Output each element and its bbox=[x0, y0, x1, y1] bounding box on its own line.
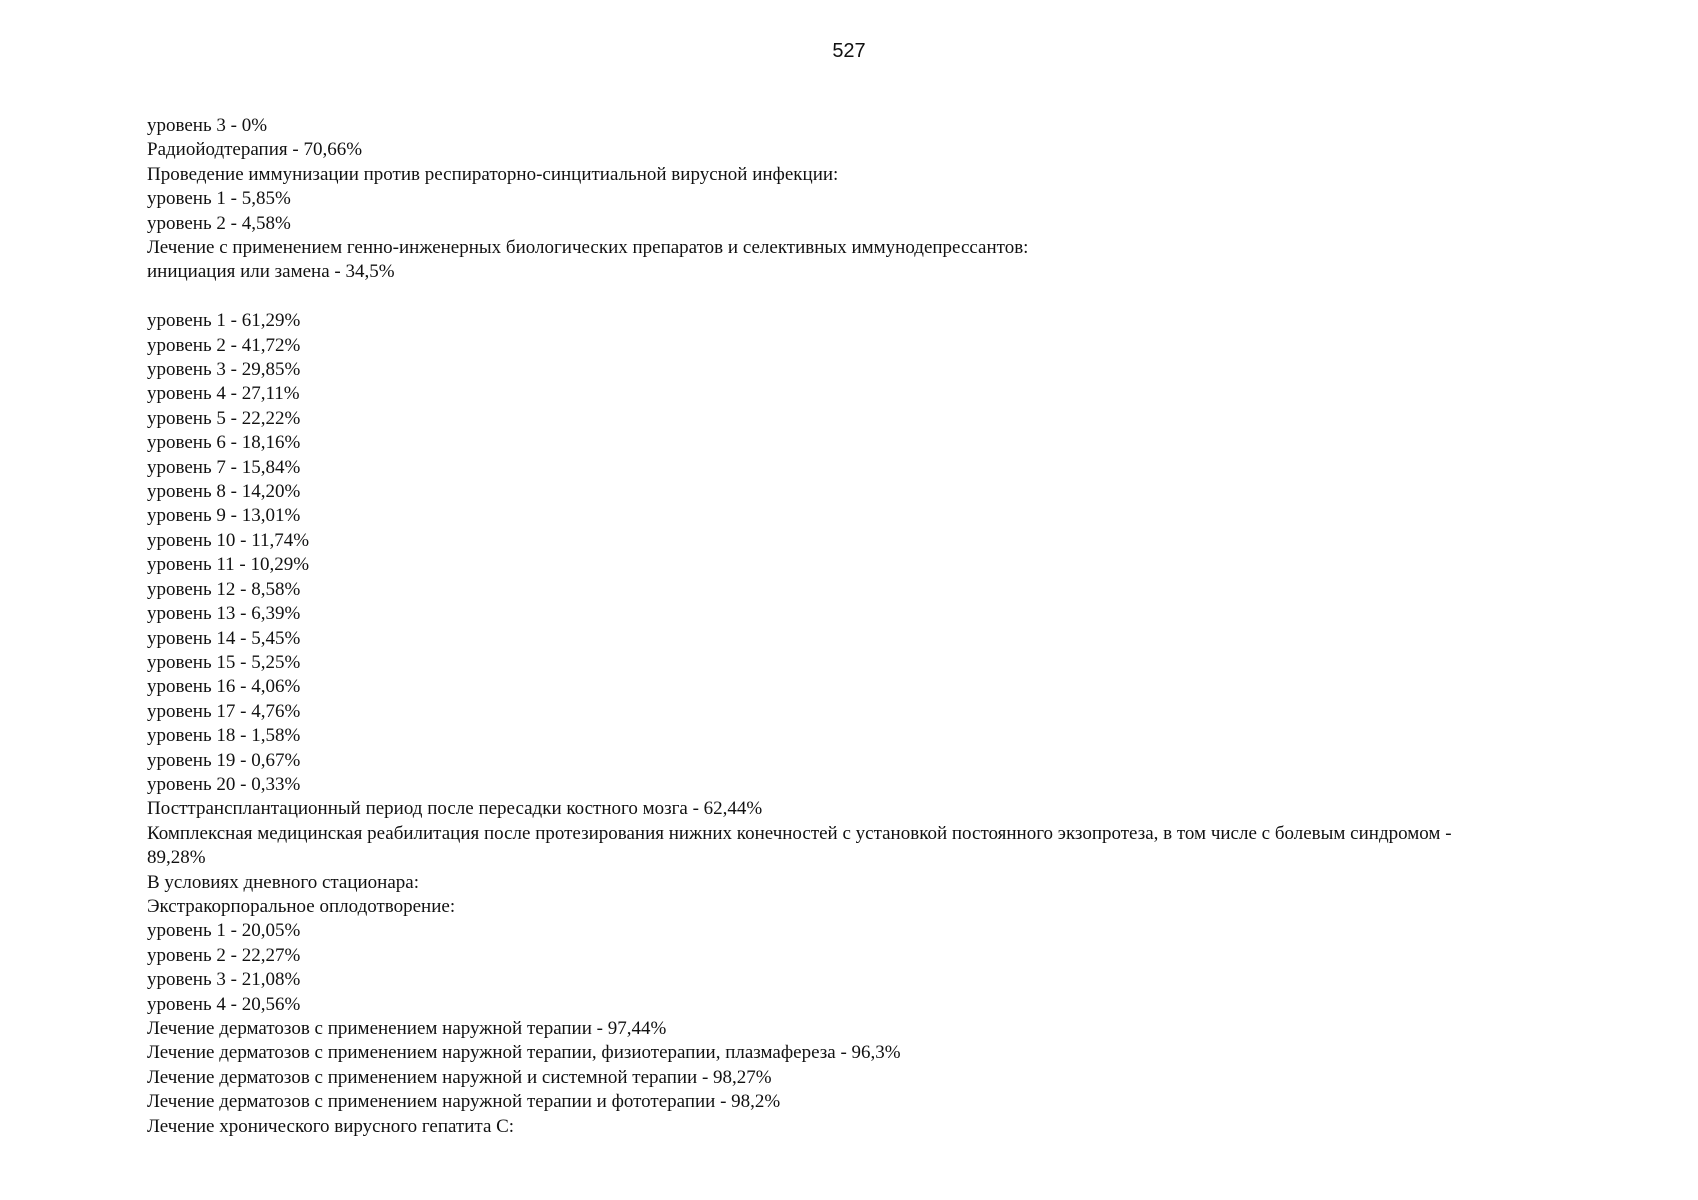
text-line: уровень 1 - 5,85% bbox=[147, 188, 291, 210]
text-line: Комплексная медицинская реабилитация после протезирования нижних конечностей с установкой постоянного экзопротеза, в том числе с болевым синдромом - bbox=[147, 822, 1452, 844]
text-line: уровень 1 - 20,05% bbox=[147, 920, 301, 942]
text-line: уровень 4 - 27,11% bbox=[147, 383, 300, 405]
text-line: уровень 9 - 13,01% bbox=[147, 505, 301, 527]
text-line: инициация или замена - 34,5% bbox=[147, 261, 395, 283]
text-line: 89,28% bbox=[147, 847, 206, 869]
text-line: уровень 16 - 4,06% bbox=[147, 676, 301, 698]
text-line: уровень 6 - 18,16% bbox=[147, 432, 301, 454]
text-line: Лечение с применением генно-инженерных биологических препаратов и селективных иммунодепрессантов: bbox=[147, 237, 1029, 259]
document-body bbox=[147, 114, 1597, 1139]
text-line: Лечение хронического вирусного гепатита С: bbox=[147, 1115, 515, 1137]
text-line: уровень 8 - 14,20% bbox=[147, 481, 301, 503]
text-line: уровень 1 - 61,29% bbox=[147, 310, 301, 332]
text-line: уровень 3 - 21,08% bbox=[147, 969, 301, 991]
text-line: уровень 13 - 6,39% bbox=[147, 603, 301, 625]
text-line: уровень 11 - 10,29% bbox=[147, 554, 310, 576]
text-line: уровень 10 - 11,74% bbox=[147, 529, 310, 551]
text-line: Лечение дерматозов с применением наружной терапии, физиотерапии, плазмафереза - 96,3% bbox=[147, 1042, 901, 1064]
text-line: Лечение дерматозов с применением наружной терапии и фототерапии - 98,2% bbox=[147, 1091, 781, 1113]
text-line: уровень 15 - 5,25% bbox=[147, 651, 301, 673]
text-line: уровень 17 - 4,76% bbox=[147, 700, 301, 722]
text-line: Проведение иммунизации против респираторно-синцитиальной вирусной инфекции: bbox=[147, 163, 839, 185]
text-line: уровень 20 - 0,33% bbox=[147, 773, 301, 795]
text-line: Радиойодтерапия - 70,66% bbox=[147, 139, 363, 161]
text-line: уровень 19 - 0,67% bbox=[147, 749, 301, 771]
text-line: уровень 2 - 22,27% bbox=[147, 944, 301, 966]
text-line: уровень 5 - 22,22% bbox=[147, 407, 301, 429]
text-line: уровень 2 - 4,58% bbox=[147, 212, 291, 234]
text-line: Экстракорпоральное оплодотворение: bbox=[147, 895, 456, 917]
page-number: 527 bbox=[832, 40, 866, 62]
text-line: уровень 3 - 0% bbox=[147, 115, 268, 136]
text-line: уровень 3 - 29,85% bbox=[147, 359, 301, 381]
text-line: уровень 7 - 15,84% bbox=[147, 456, 301, 478]
text-line: Лечение дерматозов с применением наружной терапии - 97,44% bbox=[147, 1018, 667, 1040]
text-line: уровень 14 - 5,45% bbox=[147, 627, 301, 649]
text-line: уровень 4 - 20,56% bbox=[147, 993, 301, 1015]
blank-line bbox=[147, 285, 1597, 309]
text-line: В условиях дневного стационара: bbox=[147, 871, 419, 893]
text-line: Посттрансплантационный период после пересадки костного мозга - 62,44% bbox=[147, 798, 763, 820]
text-line: Лечение дерматозов с применением наружной и системной терапии - 98,27% bbox=[147, 1066, 772, 1088]
text-line: уровень 12 - 8,58% bbox=[147, 578, 301, 600]
text-line: уровень 18 - 1,58% bbox=[147, 725, 301, 747]
text-line: уровень 2 - 41,72% bbox=[147, 334, 301, 356]
